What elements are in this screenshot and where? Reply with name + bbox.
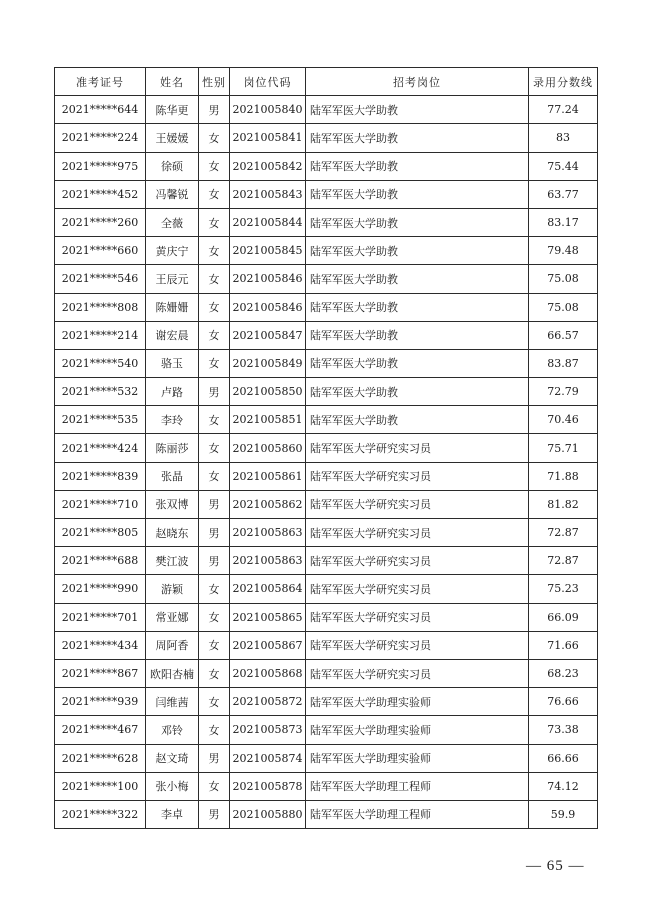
cell-gender: 女 [199, 152, 230, 180]
cell-name: 邓铃 [146, 716, 199, 744]
cell-post-code: 2021005850 [230, 378, 306, 406]
cell-post-code: 2021005880 [230, 800, 306, 828]
cell-gender: 女 [199, 575, 230, 603]
cell-gender: 女 [199, 208, 230, 236]
table-row [55, 547, 598, 575]
cell-post-code: 2021005860 [230, 434, 306, 462]
cell-post-code: 2021005874 [230, 744, 306, 772]
table-row [55, 744, 598, 772]
cell-name: 全薇 [146, 208, 199, 236]
table-row [55, 208, 598, 236]
cell-post-code: 2021005863 [230, 547, 306, 575]
cell-post-code: 2021005867 [230, 631, 306, 659]
table-row [55, 800, 598, 828]
cell-post: 陆军军医大学研究实习员 [306, 659, 529, 687]
cell-exam-id: 2021*****975 [55, 152, 146, 180]
cell-post: 陆军军医大学助教 [306, 293, 529, 321]
header-exam-id: 准考证号 [55, 68, 146, 96]
cell-score: 72.87 [529, 519, 598, 547]
cell-score: 75.23 [529, 575, 598, 603]
cell-post: 陆军军医大学研究实习员 [306, 575, 529, 603]
cell-exam-id: 2021*****540 [55, 349, 146, 377]
cell-name: 卢路 [146, 378, 199, 406]
cell-gender: 男 [199, 744, 230, 772]
table-row [55, 293, 598, 321]
cell-name: 王辰元 [146, 265, 199, 293]
cell-post-code: 2021005842 [230, 152, 306, 180]
cell-post-code: 2021005868 [230, 659, 306, 687]
cell-gender: 女 [199, 406, 230, 434]
cell-gender: 女 [199, 434, 230, 462]
cell-score: 76.66 [529, 688, 598, 716]
table-row [55, 772, 598, 800]
cell-post-code: 2021005840 [230, 96, 306, 124]
cell-exam-id: 2021*****660 [55, 237, 146, 265]
cell-name: 欧阳杏楠 [146, 659, 199, 687]
table-row [55, 659, 598, 687]
table-row [55, 96, 598, 124]
cell-post: 陆军军医大学研究实习员 [306, 490, 529, 518]
table-row [55, 321, 598, 349]
cell-name: 王媛媛 [146, 124, 199, 152]
cell-post-code: 2021005862 [230, 490, 306, 518]
cell-score: 72.87 [529, 547, 598, 575]
header-gender: 性别 [199, 68, 230, 96]
cell-exam-id: 2021*****224 [55, 124, 146, 152]
table-row [55, 265, 598, 293]
cell-exam-id: 2021*****452 [55, 180, 146, 208]
cell-gender: 男 [199, 96, 230, 124]
table-row [55, 434, 598, 462]
cell-post: 陆军军医大学助教 [306, 265, 529, 293]
cell-gender: 女 [199, 716, 230, 744]
cell-post: 陆军军医大学助理实验师 [306, 716, 529, 744]
cell-gender: 女 [199, 237, 230, 265]
cell-post-code: 2021005846 [230, 265, 306, 293]
cell-post: 陆军军医大学助教 [306, 180, 529, 208]
cell-post: 陆军军医大学助理实验师 [306, 688, 529, 716]
cell-name: 冯馨锐 [146, 180, 199, 208]
cell-post-code: 2021005845 [230, 237, 306, 265]
cell-name: 张双博 [146, 490, 199, 518]
cell-post: 陆军军医大学助教 [306, 349, 529, 377]
table-row [55, 519, 598, 547]
cell-name: 谢宏晨 [146, 321, 199, 349]
cell-post-code: 2021005861 [230, 462, 306, 490]
cell-post: 陆军军医大学研究实习员 [306, 603, 529, 631]
cell-post-code: 2021005873 [230, 716, 306, 744]
cell-score: 71.88 [529, 462, 598, 490]
header-post-code: 岗位代码 [230, 68, 306, 96]
cell-name: 李玲 [146, 406, 199, 434]
cell-name: 赵文琦 [146, 744, 199, 772]
cell-post: 陆军军医大学研究实习员 [306, 547, 529, 575]
cell-score: 81.82 [529, 490, 598, 518]
admission-score-table [54, 67, 598, 829]
cell-post-code: 2021005847 [230, 321, 306, 349]
cell-score: 75.08 [529, 293, 598, 321]
table-row [55, 575, 598, 603]
cell-post-code: 2021005865 [230, 603, 306, 631]
page-number: — 65 — [526, 858, 585, 874]
cell-exam-id: 2021*****805 [55, 519, 146, 547]
table-row [55, 716, 598, 744]
table-row [55, 688, 598, 716]
cell-gender: 男 [199, 547, 230, 575]
header-post: 招考岗位 [306, 68, 529, 96]
cell-exam-id: 2021*****701 [55, 603, 146, 631]
cell-exam-id: 2021*****839 [55, 462, 146, 490]
cell-post: 陆军军医大学研究实习员 [306, 631, 529, 659]
cell-gender: 男 [199, 800, 230, 828]
table-row [55, 631, 598, 659]
cell-exam-id: 2021*****808 [55, 293, 146, 321]
cell-gender: 女 [199, 688, 230, 716]
cell-exam-id: 2021*****424 [55, 434, 146, 462]
cell-score: 75.44 [529, 152, 598, 180]
cell-score: 70.46 [529, 406, 598, 434]
cell-name: 徐硕 [146, 152, 199, 180]
cell-exam-id: 2021*****867 [55, 659, 146, 687]
table-row [55, 490, 598, 518]
cell-gender: 男 [199, 378, 230, 406]
cell-score: 75.71 [529, 434, 598, 462]
cell-score: 66.57 [529, 321, 598, 349]
cell-name: 黄庆宁 [146, 237, 199, 265]
cell-score: 79.48 [529, 237, 598, 265]
cell-post: 陆军军医大学研究实习员 [306, 462, 529, 490]
cell-name: 张晶 [146, 462, 199, 490]
cell-score: 71.66 [529, 631, 598, 659]
cell-score: 66.66 [529, 744, 598, 772]
cell-name: 张小梅 [146, 772, 199, 800]
cell-exam-id: 2021*****628 [55, 744, 146, 772]
cell-post: 陆军军医大学助教 [306, 208, 529, 236]
table-row [55, 406, 598, 434]
table-header-row [55, 68, 598, 96]
cell-exam-id: 2021*****644 [55, 96, 146, 124]
cell-post-code: 2021005864 [230, 575, 306, 603]
cell-gender: 女 [199, 293, 230, 321]
cell-gender: 男 [199, 519, 230, 547]
table-row [55, 462, 598, 490]
cell-score: 72.79 [529, 378, 598, 406]
cell-post: 陆军军医大学助理工程师 [306, 772, 529, 800]
cell-score: 74.12 [529, 772, 598, 800]
cell-post: 陆军军医大学研究实习员 [306, 434, 529, 462]
cell-score: 68.23 [529, 659, 598, 687]
cell-post: 陆军军医大学助教 [306, 321, 529, 349]
cell-exam-id: 2021*****535 [55, 406, 146, 434]
cell-gender: 女 [199, 659, 230, 687]
cell-post: 陆军军医大学助教 [306, 237, 529, 265]
cell-gender: 女 [199, 180, 230, 208]
cell-score: 66.09 [529, 603, 598, 631]
cell-exam-id: 2021*****532 [55, 378, 146, 406]
cell-score: 75.08 [529, 265, 598, 293]
table-row [55, 152, 598, 180]
cell-exam-id: 2021*****260 [55, 208, 146, 236]
header-name: 姓名 [146, 68, 199, 96]
cell-name: 陈丽莎 [146, 434, 199, 462]
cell-post-code: 2021005843 [230, 180, 306, 208]
cell-post-code: 2021005849 [230, 349, 306, 377]
cell-post: 陆军军医大学助理工程师 [306, 800, 529, 828]
table-row [55, 237, 598, 265]
cell-name: 周阿香 [146, 631, 199, 659]
cell-post-code: 2021005851 [230, 406, 306, 434]
cell-post: 陆军军医大学助教 [306, 378, 529, 406]
cell-score: 63.77 [529, 180, 598, 208]
cell-post: 陆军军医大学助理实验师 [306, 744, 529, 772]
cell-name: 陈华更 [146, 96, 199, 124]
table-row [55, 378, 598, 406]
cell-exam-id: 2021*****688 [55, 547, 146, 575]
cell-exam-id: 2021*****710 [55, 490, 146, 518]
cell-name: 闫维茜 [146, 688, 199, 716]
cell-gender: 女 [199, 631, 230, 659]
cell-gender: 女 [199, 321, 230, 349]
cell-post-code: 2021005863 [230, 519, 306, 547]
cell-gender: 女 [199, 349, 230, 377]
cell-name: 樊江波 [146, 547, 199, 575]
cell-exam-id: 2021*****100 [55, 772, 146, 800]
cell-post-code: 2021005844 [230, 208, 306, 236]
cell-name: 骆玉 [146, 349, 199, 377]
cell-post-code: 2021005878 [230, 772, 306, 800]
cell-exam-id: 2021*****546 [55, 265, 146, 293]
cell-score: 59.9 [529, 800, 598, 828]
table-body [55, 96, 598, 829]
cell-gender: 女 [199, 124, 230, 152]
cell-gender: 女 [199, 462, 230, 490]
cell-name: 赵晓东 [146, 519, 199, 547]
cell-gender: 男 [199, 490, 230, 518]
cell-score: 83.17 [529, 208, 598, 236]
table-row [55, 180, 598, 208]
cell-name: 常亚娜 [146, 603, 199, 631]
cell-post-code: 2021005872 [230, 688, 306, 716]
cell-name: 陈姗姗 [146, 293, 199, 321]
cell-name: 游颖 [146, 575, 199, 603]
cell-exam-id: 2021*****434 [55, 631, 146, 659]
cell-score: 83.87 [529, 349, 598, 377]
cell-post-code: 2021005846 [230, 293, 306, 321]
cell-post: 陆军军医大学助教 [306, 96, 529, 124]
cell-exam-id: 2021*****939 [55, 688, 146, 716]
cell-exam-id: 2021*****214 [55, 321, 146, 349]
table-row [55, 603, 598, 631]
cell-post: 陆军军医大学研究实习员 [306, 519, 529, 547]
cell-post: 陆军军医大学助教 [306, 406, 529, 434]
cell-exam-id: 2021*****467 [55, 716, 146, 744]
cell-score: 77.24 [529, 96, 598, 124]
cell-exam-id: 2021*****322 [55, 800, 146, 828]
cell-gender: 女 [199, 265, 230, 293]
header-score: 录用分数线 [529, 68, 598, 96]
table-row [55, 124, 598, 152]
cell-post: 陆军军医大学助教 [306, 152, 529, 180]
cell-score: 83 [529, 124, 598, 152]
cell-gender: 女 [199, 603, 230, 631]
table-row [55, 349, 598, 377]
cell-gender: 女 [199, 772, 230, 800]
cell-post: 陆军军医大学助教 [306, 124, 529, 152]
cell-name: 李卓 [146, 800, 199, 828]
cell-exam-id: 2021*****990 [55, 575, 146, 603]
cell-score: 73.38 [529, 716, 598, 744]
cell-post-code: 2021005841 [230, 124, 306, 152]
